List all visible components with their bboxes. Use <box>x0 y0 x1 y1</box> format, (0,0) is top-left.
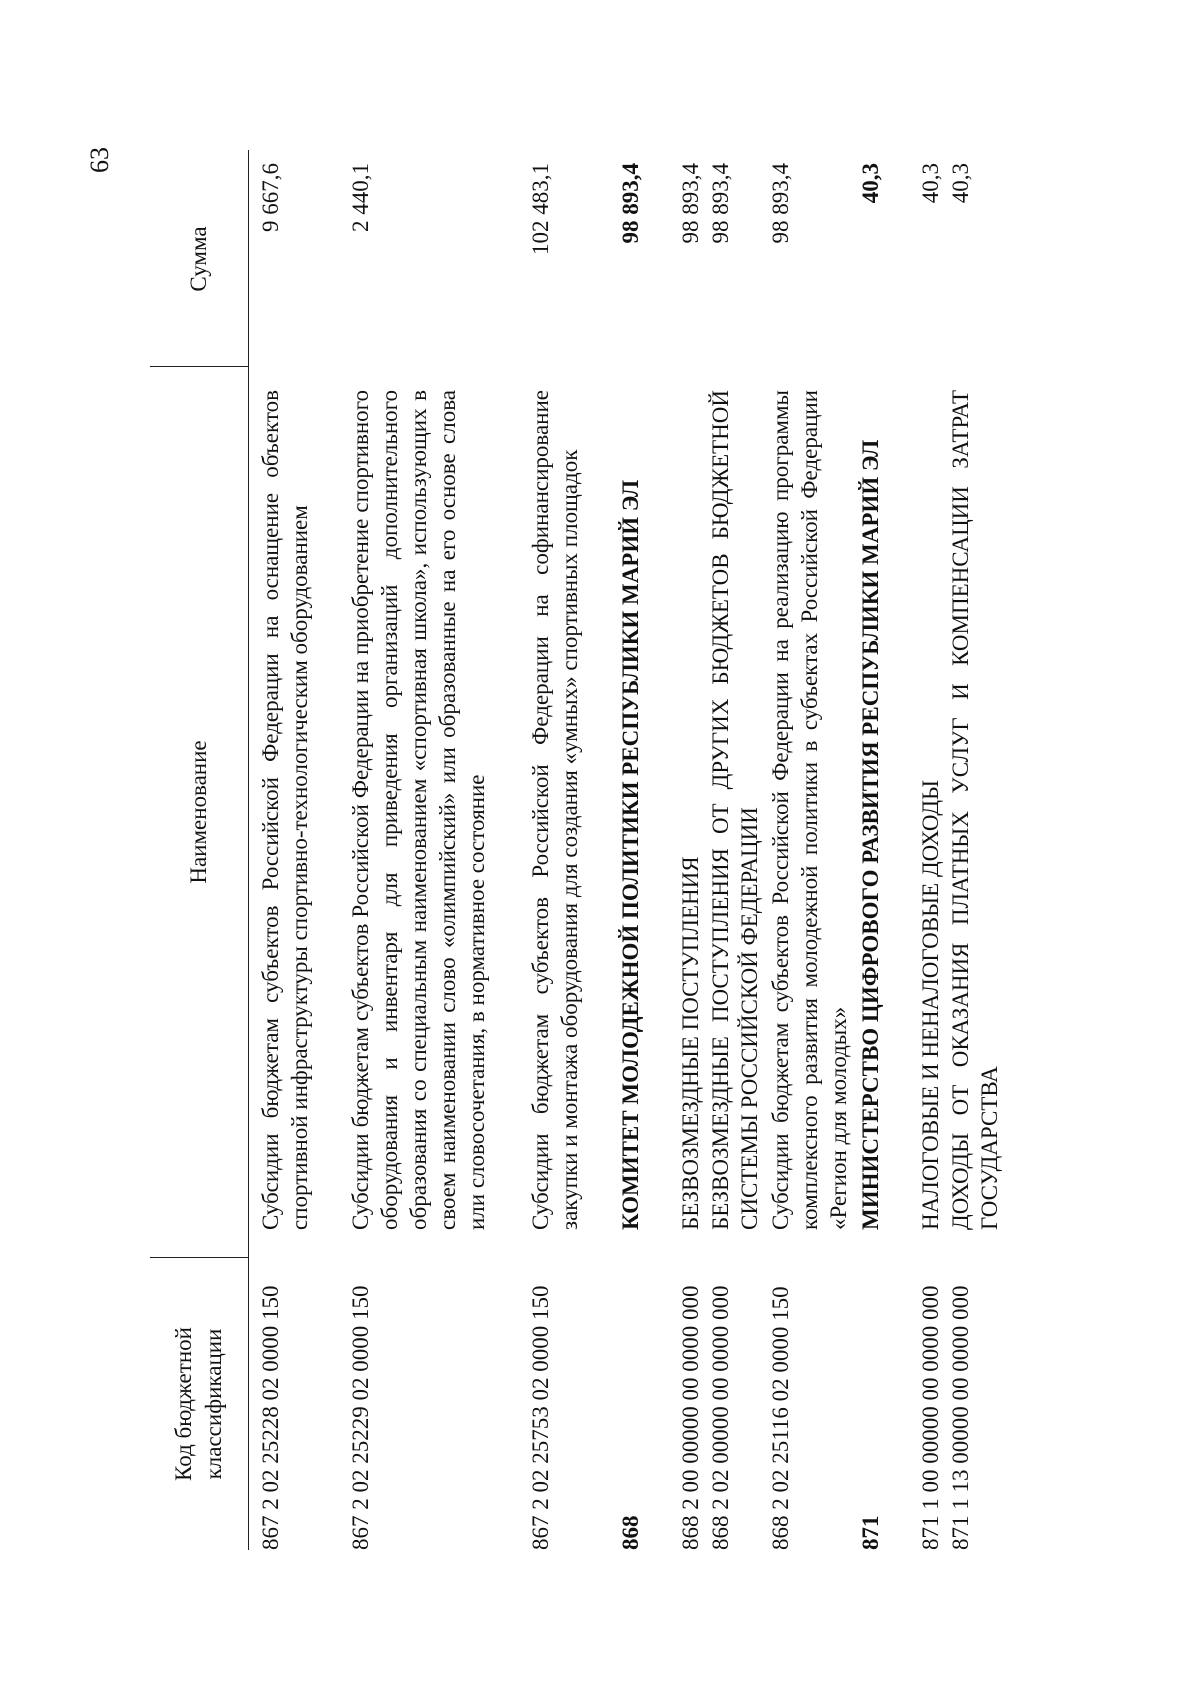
row-sum: 2 440,1 <box>348 163 373 232</box>
row-sum: 98 893,4 <box>618 163 643 244</box>
row-sum: 9 667,6 <box>258 163 283 232</box>
row-code: 867 2 02 25229 02 0000 150 <box>348 1285 373 1550</box>
row-name: БЕЗВОЗМЕЗДНЫЕ ПОСТУПЛЕНИЯ ОТ ДРУГИХ БЮДЖЕТОВ БЮДЖЕТНОЙ СИСТЕМЫ РОССИЙСКОЙ ФЕДЕРАЦИИ <box>708 390 762 1230</box>
row-name: Субсидии бюджетам субъектов Российской Федерации на приобретение спортивного оборудования и инвентаря для приведения организаций дополнительного образования со специальным наименованием «спортивная школа», использующих в своем наименовании слово «олимпийский» или образованные на его основе слова или словосочетания, в нормативное состояние <box>348 390 489 1230</box>
row-code: 867 2 02 25753 02 0000 150 <box>528 1285 553 1550</box>
row-name: ДОХОДЫ ОТ ОКАЗАНИЯ ПЛАТНЫХ УСЛУГ И КОМПЕНСАЦИИ ЗАТРАТ ГОСУДАРСТВА <box>948 390 1002 1230</box>
row-sum: 98 893,4 <box>768 163 793 244</box>
row-sum: 40,3 <box>948 163 973 204</box>
row-name: Субсидии бюджетам субъектов Российской Федерации на реализацию программы комплексного развития молодежной политики в субъектах Российской Федерации «Регион для молодых» <box>768 390 851 1230</box>
row-code: 868 2 02 25116 02 0000 150 <box>768 1286 793 1550</box>
header-sum: Сумма <box>150 150 249 368</box>
row-sum: 40,3 <box>858 163 883 204</box>
row-code: 871 1 00 00000 00 0000 000 <box>918 1285 943 1550</box>
row-code: 868 2 02 00000 00 0000 000 <box>708 1285 733 1550</box>
page-number: 63 <box>85 147 114 173</box>
row-name: Субсидии бюджетам субъектов Российской Федерации на оснащение объектов спортивной инфраструктуры спортивно-технологическим оборудованием <box>258 390 312 1230</box>
row-code: 868 2 00 00000 00 0000 000 <box>678 1285 703 1550</box>
row-sum: 40,3 <box>918 163 943 204</box>
row-name: Субсидии бюджетам субъектов Российской Федерации на софинансирование закупки и монтажа оборудования для создания «умных» спортивных площадок <box>528 390 582 1230</box>
budget-table <box>150 150 1050 1550</box>
header-code: Код бюджетной классификации <box>150 1258 249 1550</box>
row-name: БЕЗВОЗМЕЗДНЫЕ ПОСТУПЛЕНИЯ <box>678 856 703 1230</box>
row-code: 868 <box>618 1515 643 1550</box>
row-name: КОМИТЕТ МОЛОДЕЖНОЙ ПОЛИТИКИ РЕСПУБЛИКИ МАРИЙ ЭЛ <box>618 479 643 1230</box>
row-name: МИНИСТЕРСТВО ЦИФРОВОГО РАЗВИТИЯ РЕСПУБЛИКИ МАРИЙ ЭЛ <box>858 439 883 1230</box>
row-sum: 98 893,4 <box>678 163 703 244</box>
row-sum: 98 893,4 <box>708 163 733 244</box>
row-name: НАЛОГОВЫЕ И НЕНАЛОГОВЫЕ ДОХОДЫ <box>918 779 943 1230</box>
row-code: 871 1 13 00000 00 0000 000 <box>948 1285 973 1550</box>
row-code: 867 2 02 25228 02 0000 150 <box>258 1285 283 1550</box>
row-sum: 102 483,1 <box>528 163 553 255</box>
row-code: 871 <box>858 1515 883 1550</box>
header-name: Наименование <box>150 366 249 1258</box>
